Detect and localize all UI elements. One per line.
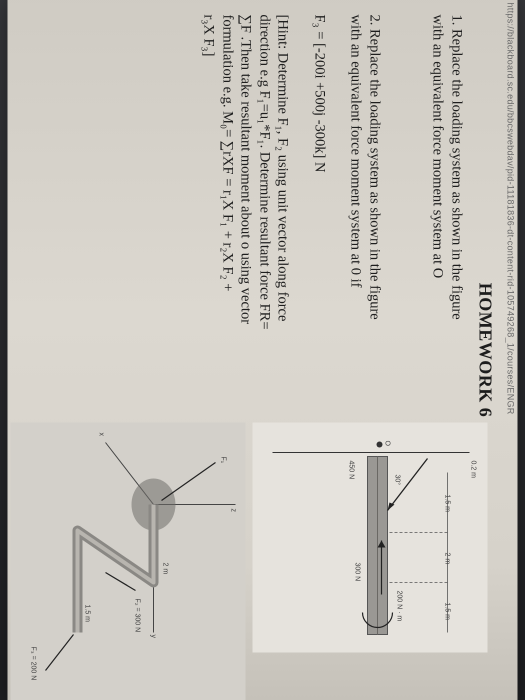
label-1-5m: 1.5 m xyxy=(443,494,451,513)
label-1-5m: 1.5 m xyxy=(443,602,451,621)
problem-2-line: 2. Replace the loading system as shown in the figure xyxy=(366,14,383,320)
problem-1 xyxy=(429,15,466,410)
page-title: HOMEWORK 6 xyxy=(475,282,496,418)
problem-1-line: 1. Replace the loading system as shown in the figure xyxy=(448,14,465,320)
label-30deg: 30° xyxy=(393,474,401,486)
hint-line: formulation e.g. M₀= ∑rXF = r₁X F₁ + r₂X F₂ + xyxy=(219,14,236,292)
label-450n: 450 N xyxy=(347,460,355,480)
label-x: x xyxy=(97,432,105,436)
hint-line: direction e.g F₁=u₁*F₁. Determine resultant force FR= xyxy=(256,14,273,330)
homework-sheet xyxy=(8,0,518,700)
label-2m: 2 m xyxy=(443,552,451,565)
label-f3: F₃ = 200 N xyxy=(29,646,37,681)
f3-definition: F₃ = [-200i +500j -300k] N xyxy=(311,14,328,173)
label-o: O xyxy=(383,440,391,446)
url-header: https://blackboard.sc.edu/bbcswebdav/pid-11181836-dt-content-rid-105749268_1/courses/ENGR xyxy=(505,2,516,415)
spacer xyxy=(329,15,347,410)
hint-line: [Hint: Determine F₁, F₂ using unit vector along force xyxy=(275,14,291,322)
label-f2: F₂ = 300 N xyxy=(133,598,141,633)
spacer xyxy=(292,15,310,410)
point-o xyxy=(377,442,383,448)
label-200nm: 200 N · m xyxy=(395,590,403,622)
problem-2-line: with an equivalent force moment system at 0 if xyxy=(348,14,364,288)
label-y: y xyxy=(149,634,157,638)
label-z: z xyxy=(229,508,237,512)
problem-2 xyxy=(200,15,384,410)
label-1-5m: 1.5 m xyxy=(83,604,91,623)
hint-line: ∑F .Then take resultant moment about o using vector xyxy=(238,14,254,325)
beam-figure xyxy=(253,423,488,653)
rod-figure xyxy=(11,423,246,700)
problem-1-line: with an equivalent force moment system at O xyxy=(430,14,446,279)
hint-line: r₃X F₃] xyxy=(201,14,217,57)
label-300n: 300 N xyxy=(353,562,361,582)
label-2m: 2 m xyxy=(161,562,169,575)
label-f1: F₁ xyxy=(219,456,227,464)
label-0-2m: 0.2 m xyxy=(469,460,477,479)
